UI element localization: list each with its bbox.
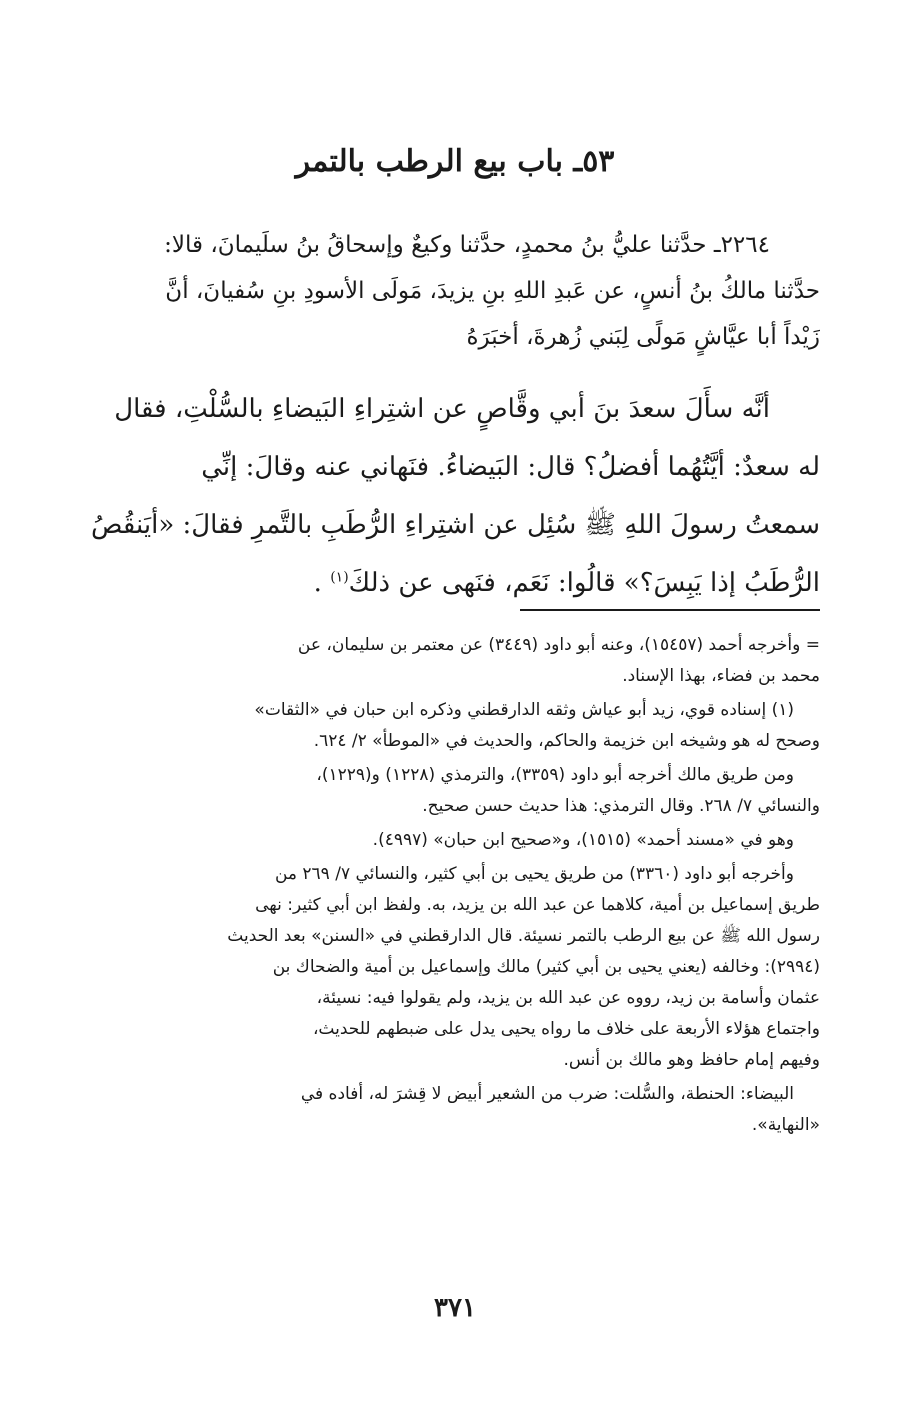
footnote-line: وفيهم إمام حافظ وهو مالك بن أنس. <box>563 1050 820 1070</box>
footnotes <box>90 630 820 1141</box>
footnote-line: وصحح له هو وشيخه ابن خزيمة والحاكم، والحديث في «الموطأ» ٢/ ٦٢٤. <box>313 731 820 751</box>
isnad-line: زَيْداً أبا عيَّاشٍ مَولًى لِبَني زُهرةَ، أخبَرَهُ <box>466 324 820 350</box>
book-page <box>90 0 820 1419</box>
page-number: ٣٧١ <box>434 1293 476 1323</box>
footnote-line: وهو في «مسند أحمد» (١٥١٥)، و«صحيح ابن حبان» (٤٩٩٧). <box>372 830 794 850</box>
matn-line: أنَّه سأَلَ سعدَ بنَ أبي وقَّاصٍ عن اشتِراءِ البَيضاءِ بالسُّلْتِ، فقال <box>114 394 770 424</box>
matn-end-mark: . <box>313 568 331 598</box>
footnote-line: طريق إسماعيل بن أمية، كلاهما عن عبد الله بن يزيد، به. ولفظ ابن أبي كثير: نهى <box>255 895 820 915</box>
footnote-line: = وأخرجه أحمد (١٥٤٥٧)، وعنه أبو داود (٣٤٤٩) عن معتمر بن سليمان، عن <box>297 635 820 655</box>
chapter-title: ٥٣ـ باب بيع الرطب بالتمر <box>295 144 615 179</box>
footnote-line: عثمان وأسامة بن زيد، رووه عن عبد الله بن يزيد، ولم يقولوا فيه: نسيئة، <box>316 988 820 1008</box>
footnote-line: محمد بن فضاء، بهذا الإسناد. <box>622 666 820 686</box>
isnad-line: حدَّثنا مالكُ بنُ أنسٍ، عن عَبدِ اللهِ بنِ يزيدَ، مَولَى الأسودِ بنِ سُفيانَ، أنَّ <box>165 278 820 304</box>
hadith-matn <box>90 380 820 612</box>
footnote-line: (٢٩٩٤): وخالفه (يعني يحيى بن أبي كثير) مالك وإسماعيل بن أمية والضحاك بن <box>272 957 820 977</box>
matn-line: سمعتُ رسولَ اللهِ ﷺ سُئِل عن اشتِراءِ الرُّطَبِ بالتَّمرِ فقالَ: «أيَنقُصُ <box>91 510 820 540</box>
footnote-line: والنسائي ٧/ ٢٦٨. وقال الترمذي: هذا حديث حسن صحيح. <box>422 796 820 816</box>
footnote-line: (١) إسناده قوي، زيد أبو عياش وثقه الدارقطني وذكره ابن حبان في «الثقات» <box>254 700 794 720</box>
footnote-line: «النهاية». <box>751 1115 820 1135</box>
footnote-separator <box>520 609 820 611</box>
footnote-line: واجتماع هؤلاء الأربعة على خلاف ما رواه يحيى يدل على ضبطهم للحديث، <box>312 1019 820 1039</box>
footnote-line: ومن طريق مالك أخرجه أبو داود (٣٣٥٩)، والترمذي (١٢٢٨) و(١٢٢٩)، <box>316 765 794 785</box>
hadith-isnad <box>90 222 820 360</box>
matn-line-text: الرُّطَبُ إذا يَبِسَ؟» قالُوا: نَعَم، فنَهى عن ذلكَ <box>348 568 820 598</box>
matn-line: له سعدٌ: أيَّتُهُما أفضلُ؟ قال: البَيضاءُ. فنَهاني عنه وقالَ: إنِّي <box>201 452 820 482</box>
matn-line-last <box>90 554 820 612</box>
footnote-line: وأخرجه أبو داود (٣٣٦٠) من طريق يحيى بن أبي كثير، والنسائي ٧/ ٢٦٩ من <box>274 864 794 884</box>
isnad-line: ٢٢٦٤ـ حدَّثنا عليُّ بنُ محمدٍ، حدَّثنا وكيعٌ وإسحاقُ بنُ سلَيمانَ، قالا: <box>164 232 770 258</box>
footnote-reference[interactable]: (١) <box>330 569 349 586</box>
footnote-line: رسول الله ﷺ عن بيع الرطب بالتمر نسيئة. قال الدارقطني في «السنن» بعد الحديث <box>227 926 820 946</box>
footnote-line: البيضاء: الحنطة، والسُّلت: ضرب من الشعير أبيض لا قِشرَ له، أفاده في <box>300 1084 794 1104</box>
